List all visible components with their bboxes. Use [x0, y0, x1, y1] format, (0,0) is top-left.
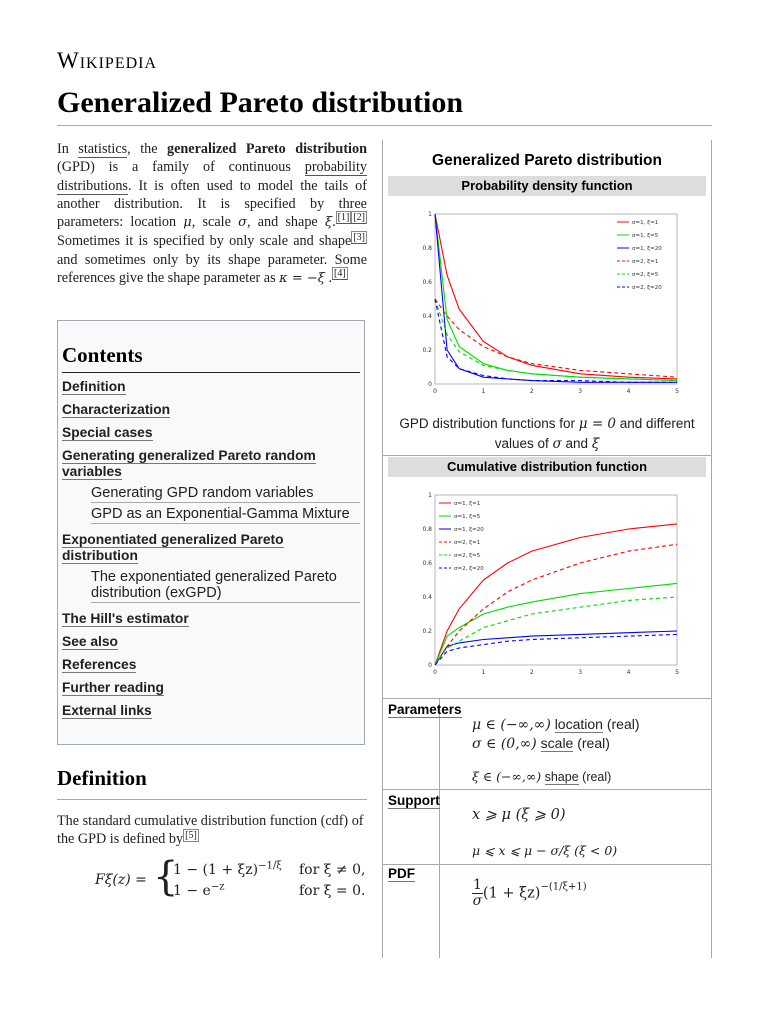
plot-frame: [435, 495, 677, 665]
toc-item-definition[interactable]: Definition: [62, 379, 126, 394]
y-tick-label: 1: [428, 492, 432, 499]
y-tick-label: 0.8: [422, 526, 432, 533]
series-line: [435, 214, 677, 382]
legend-label: σ=1, ξ=20: [454, 527, 484, 533]
link-location[interactable]: location: [554, 716, 603, 732]
toc-subitem-generating-gpd[interactable]: Generating GPD random variables: [91, 485, 360, 503]
y-tick-label: 0.2: [422, 628, 432, 635]
definition-paragraph: The standard cumulative distribution function (cdf) of the GPD is defined by [5]: [57, 813, 364, 848]
section-divider: [57, 799, 367, 800]
page-title: Generalized Pareto distribution: [57, 86, 464, 119]
y-tick-label: 0.8: [422, 245, 432, 252]
infobox: [382, 140, 712, 958]
legend-label: σ=2, ξ=1: [454, 540, 481, 546]
support-case-2: μ ⩽ x ⩽ μ − σ/ξ (ξ < 0): [472, 843, 618, 858]
pdf-header: Probability density function: [388, 176, 706, 196]
brace: {: [153, 854, 179, 900]
toc-subitem-exponential-gamma[interactable]: GPD as an Exponential-Gamma Mixture: [91, 506, 360, 524]
toc-item-exponentiated-gpd[interactable]: Exponentiated generalized Pareto distribution: [62, 532, 284, 563]
support-label[interactable]: Support: [388, 793, 440, 808]
legend-label: σ=2, ξ=5: [454, 553, 481, 559]
pdf-label[interactable]: PDF: [388, 866, 415, 881]
x-tick-label: 2: [529, 388, 534, 395]
y-tick-label: 1: [428, 211, 432, 218]
toc-item-further-reading[interactable]: Further reading: [62, 680, 164, 695]
legend-label: σ=1, ξ=20: [632, 246, 662, 252]
series-line: [435, 544, 677, 665]
legend-label: σ=2, ξ=20: [454, 566, 484, 572]
row-divider: [383, 698, 711, 699]
x-tick-label: 3: [578, 388, 583, 395]
legend-label: σ=1, ξ=5: [454, 514, 481, 520]
series-line: [435, 634, 677, 665]
link-statistics[interactable]: statistics: [78, 141, 128, 157]
ref-1[interactable]: [1]: [337, 212, 350, 224]
table-of-contents: [57, 320, 365, 745]
y-tick-label: 0: [428, 381, 432, 388]
toc-item-special-cases[interactable]: Special cases: [62, 425, 153, 440]
param-scale: σ ∈ (0,∞) scale (real): [472, 735, 610, 752]
toc-item-see-also[interactable]: See also: [62, 634, 118, 649]
legend-label: σ=2, ξ=5: [632, 272, 659, 278]
pdf-formula: $\frac{1}{\sigma}$ $(1 + \xi z)^{-(1/\xi+1)}$: [472, 877, 587, 909]
x-tick-label: 1: [481, 388, 486, 395]
link-probability-distributions[interactable]: probability distributions: [57, 159, 367, 194]
ref-3[interactable]: [3]: [353, 231, 365, 243]
parameters-label[interactable]: Parameters: [388, 702, 462, 717]
infobox-title: Generalized Pareto distribution: [432, 152, 662, 169]
cdf-header: Cumulative distribution function: [388, 457, 706, 477]
legend-label: σ=1, ξ=1: [632, 220, 659, 226]
cdf-chart[interactable]: [403, 483, 703, 683]
toc-item-references[interactable]: References: [62, 657, 137, 672]
toc-item-generating-random-variables[interactable]: Generating generalized Pareto random variables: [62, 448, 316, 479]
ref-4[interactable]: [4]: [334, 268, 346, 280]
legend-label: σ=2, ξ=20: [632, 285, 662, 291]
y-tick-label: 0: [428, 662, 432, 669]
lead-paragraph: In statistics, the generalized Pareto distribution (GPD) is a family of continuous probability distributions. It is often used to model the tails of another distribution. It is specified by three parameters: location μ, scale σ, and shape ξ. [1] [2] Sometimes it is specified by only scale and shape [3] and sometimes only by its shape parameter. Some references give the shape parameter as κ = −ξ . [4]: [57, 141, 367, 287]
series-line: [435, 299, 677, 381]
y-tick-label: 0.6: [422, 279, 432, 286]
cdf-formula: Fξ(z) = { $1 - (1 + \xi z)^{-1/\xi}$ for ξ ≠ 0, $1 - e^{-z}$ for ξ = 0.: [95, 854, 366, 900]
toc-item-hills-estimator[interactable]: The Hill's estimator: [62, 611, 189, 626]
y-tick-label: 0.2: [422, 347, 432, 354]
x-tick-label: 4: [626, 669, 631, 676]
x-tick-label: 2: [529, 669, 534, 676]
legend-label: σ=1, ξ=5: [632, 233, 659, 239]
pdf-chart[interactable]: [403, 202, 703, 402]
support-case-1: x ⩾ μ (ξ ⩾ 0): [472, 807, 566, 823]
toc-item-characterization[interactable]: Characterization: [62, 402, 171, 417]
toc-item-external-links[interactable]: External links: [62, 703, 152, 718]
toc-divider: [62, 372, 360, 373]
column-divider: [439, 698, 440, 958]
x-tick-label: 0: [433, 669, 437, 676]
y-tick-label: 0.6: [422, 560, 432, 567]
x-tick-label: 4: [626, 388, 631, 395]
x-tick-label: 3: [578, 669, 583, 676]
legend-label: σ=2, ξ=1: [632, 259, 659, 265]
x-tick-label: 1: [481, 669, 486, 676]
title-divider: [57, 125, 712, 126]
series-line: [435, 583, 677, 665]
x-tick-label: 5: [675, 669, 679, 676]
series-line: [435, 299, 677, 377]
y-tick-label: 0.4: [422, 313, 432, 320]
wikipedia-wordmark[interactable]: Wikipedia: [57, 48, 158, 73]
ref-2[interactable]: [2]: [353, 212, 365, 224]
param-shape: ξ ∈ (−∞,∞) shape (real): [472, 769, 612, 784]
x-tick-label: 5: [675, 388, 679, 395]
param-location: μ ∈ (−∞,∞) location (real): [472, 716, 640, 733]
y-tick-label: 0.4: [422, 594, 432, 601]
legend-label: σ=1, ξ=1: [454, 501, 481, 507]
toc-heading: Contents: [62, 343, 143, 367]
x-tick-label: 0: [433, 388, 437, 395]
row-divider: [383, 789, 711, 790]
ref-5[interactable]: [5]: [185, 829, 197, 841]
toc-subitem-exgpd[interactable]: The exponentiated generalized Pareto distribution (exGPD): [91, 569, 360, 603]
row-divider: [383, 864, 711, 865]
row-divider: [383, 455, 711, 456]
link-scale[interactable]: scale: [540, 735, 574, 751]
link-shape[interactable]: shape: [544, 770, 579, 784]
pdf-caption: GPD distribution functions for μ = 0 and different values of σ and ξ: [399, 416, 695, 452]
section-heading-definition: Definition: [57, 766, 147, 790]
series-line: [435, 597, 677, 665]
